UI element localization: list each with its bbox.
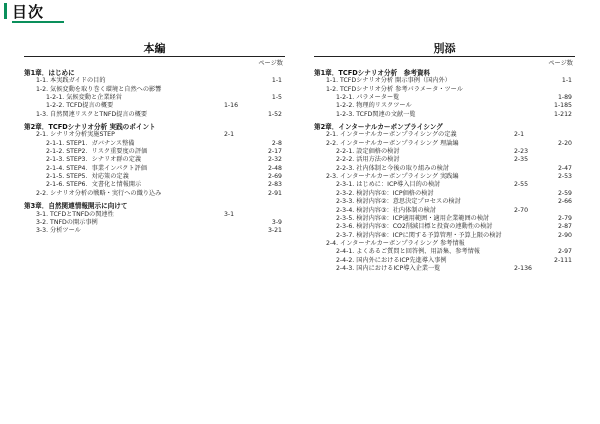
toc-entry-title: 1-2-1. 気候変動と企業経営 [46, 94, 122, 102]
toc-entry [314, 240, 575, 248]
toc-entry-title: 2-1-1. STEP1．ガバナンス整備 [46, 139, 135, 147]
toc-entry-title: 2-1. インターナルカーボンプライシングの定義 [326, 131, 457, 139]
page-header [0, 0, 600, 22]
toc-entry-title: 1-2-2. TCFD提言の概要 [46, 102, 114, 110]
toc-entry-title: 2-2-2. 活用方法の検討 [336, 156, 400, 164]
toc-entry-title: 2-3. インターナルカーボンプライシング 実践編 [326, 173, 459, 181]
toc-entry-title: 1-1. 本実践ガイドの目的 [36, 77, 106, 85]
page-count-label: ページ数 [548, 60, 573, 67]
column-rule [24, 56, 285, 57]
toc-entry-title: 2-3-6. 検討内容⑤：CO2削減目標と投資の連動性の検討 [336, 223, 493, 231]
toc-entry-page: 2-111 [554, 256, 572, 264]
page-count-label: ページ数 [258, 60, 283, 67]
toc-entry-title: 2-2-3. 社内体制と今後の取り組みの検討 [336, 164, 450, 172]
toc-entry-title: 1-2-3. TCFD関連の文献一覧 [336, 110, 416, 118]
toc-entry-page: 2-83 [267, 181, 282, 189]
toc-entry [314, 248, 575, 256]
toc-entry [24, 86, 285, 94]
toc-entry-page: 1-16 [224, 102, 239, 110]
toc-column-main [24, 40, 285, 236]
toc-entry-title: 3-1. TCFDとTNFDの関連性 [36, 210, 114, 218]
toc-entry [24, 211, 285, 219]
toc-entry-page: 1-1 [271, 77, 282, 85]
toc-entry-title: 2-2-1. 設定価格の検討 [336, 148, 400, 156]
toc-entry-page: 3-21 [267, 227, 282, 235]
toc-entry-page: 1-212 [554, 110, 572, 118]
toc-entry-title: 2-1. シナリオ分析実施STEP [36, 131, 115, 139]
toc-entry-title: 2-3-2. 検討内容①：ICP価格の検討 [336, 189, 434, 197]
column-heading-appendix: 別添 [433, 42, 456, 55]
toc-entry [24, 156, 285, 164]
toc-entry-title: 2-1-6. STEP6．文書化と情報開示 [46, 181, 142, 189]
toc-entry-page: 3-9 [271, 218, 282, 226]
toc-entry [24, 140, 285, 148]
toc-entry [24, 165, 285, 173]
toc-entry [314, 86, 575, 94]
toc-entry-title: 第3章．自然関連情報開示に向けて [24, 202, 128, 211]
toc-entry-page: 2-91 [267, 189, 282, 197]
toc-entry-title: 2-3-3. 検討内容②：意思決定プロセスの検討 [336, 198, 461, 206]
toc-entry-page: 2-1 [224, 131, 235, 139]
toc-entry-page: 2-32 [267, 156, 282, 164]
toc-entry [24, 181, 285, 189]
toc-entry-page: 1-5 [271, 94, 282, 102]
toc-entry-page: 2-69 [267, 173, 282, 181]
toc-entry [314, 265, 575, 273]
toc-list-main [24, 69, 285, 236]
toc-entry-page: 2-70 [514, 206, 529, 214]
toc-entry-title: 3-2. TNFDの開示事例 [36, 218, 98, 226]
column-heading-main: 本編 [143, 42, 166, 55]
toc-entry [314, 207, 575, 215]
toc-entry [314, 181, 575, 189]
toc-entry [314, 165, 575, 173]
toc-entry-page: 2-79 [557, 214, 572, 222]
toc-entry-page: 2-136 [514, 264, 532, 272]
toc-entry-page: 2-59 [557, 189, 572, 197]
toc-entry [314, 140, 575, 148]
toc-entry-page: 2-8 [271, 139, 282, 147]
toc-entry-page: 2-97 [557, 248, 572, 256]
toc-entry [314, 223, 575, 231]
toc-entry [24, 77, 285, 85]
toc-entry-page: 2-90 [557, 231, 572, 239]
toc-entry-title: 1-2. 気候変動を取り巻く環境と自然への影響 [36, 85, 162, 93]
toc-entry-page: 2-35 [514, 156, 529, 164]
toc-entry-page: 1-52 [267, 110, 282, 118]
toc-entry-title: 2-4-1. よくあるご質問と回答例、用語集、参考情報 [336, 248, 480, 256]
column-rule [314, 56, 575, 57]
toc-entry-page: 2-23 [514, 148, 529, 156]
toc-entry-title: 2-1-2. STEP2．リスク重要度の評価 [46, 148, 148, 156]
toc-entry-title: 2-4. インターナルカーボンプライシング 参考情報 [326, 239, 465, 247]
toc-entry-title: 1-2-1. パラメーター覧 [336, 94, 400, 102]
page-title: 目次 [12, 3, 45, 21]
toc-entry [314, 111, 575, 119]
toc-entry-title: 1-2. TCFDシナリオ分析 参考パラメータ・ツール [326, 85, 463, 93]
toc-entry [314, 198, 575, 206]
title-accent-bar [4, 3, 7, 19]
toc-entry-title: 2-4-3. 国内におけるICP導入企業一覧 [336, 264, 441, 272]
toc-entry-page: 2-66 [557, 198, 572, 206]
toc-entry-page: 1-89 [557, 94, 572, 102]
toc-entry-title: 2-1-3. STEP3．シナリオ群の定義 [46, 156, 142, 164]
toc-entry [24, 227, 285, 235]
toc-entry [314, 232, 575, 240]
toc-entry-page: 2-87 [557, 223, 572, 231]
toc-entry-title: 第2章．インターナルカーボンプライシング [314, 123, 443, 132]
toc-entry-page: 2-48 [267, 164, 282, 172]
toc-entry-page: 1-185 [554, 102, 572, 110]
toc-entry-title: 2-1-4. STEP4．事業インパクト評価 [46, 164, 147, 172]
toc-entry-title: 2-4-2. 国内外におけるICP先進導入事例 [336, 256, 447, 264]
toc-entry [314, 131, 575, 139]
toc-entry [24, 111, 285, 119]
toc-entry-title: 2-3-7. 検討内容⑥：ICPに関する予算管理・予算上限の検討 [336, 231, 502, 239]
toc-entry-title: 2-2. インターナルカーボンプライシング 理論編 [326, 139, 459, 147]
toc-entry [314, 156, 575, 164]
toc-entry-title: 2-3-5. 検討内容④：ICP適用範囲・適用企業範囲の検討 [336, 214, 490, 222]
toc-entry-page: 3-1 [224, 210, 235, 218]
toc-entry [24, 190, 285, 198]
toc-entry [314, 102, 575, 110]
toc-chapter-heading [24, 202, 285, 210]
toc-entry-title: 2-3-4. 検討内容③：社内体制の検討 [336, 206, 437, 214]
toc-entry-title: 1-2-2. 物理的リスクツール [336, 102, 412, 110]
toc-entry-title: 3-3. 分析ツール [36, 227, 81, 235]
toc-entry [314, 257, 575, 265]
toc-entry-title: 第1章．TCFDシナリオ分析 参考資料 [314, 69, 431, 77]
toc-entry [24, 131, 285, 139]
toc-entry [24, 219, 285, 227]
toc-entry-page: 2-55 [514, 181, 529, 189]
toc-entry-title: 第1章．はじめに [24, 69, 75, 77]
toc-entry-title: 2-3-1. はじめに：ICP導入目的の検討 [336, 181, 441, 189]
toc-entry-title: 2-2. シナリオ分析の戦略・実行への織り込み [36, 189, 162, 197]
toc-entry [314, 215, 575, 223]
toc-entry-page: 2-17 [267, 148, 282, 156]
toc-entry-title: 2-1-5. STEP5．対応策の定義 [46, 173, 129, 181]
toc-entry-title: 1-1. TCFDシナリオ分析 開示事例（国内外） [326, 77, 451, 85]
toc-entry-page: 2-47 [557, 164, 572, 172]
toc-entry-page: 2-20 [557, 139, 572, 147]
toc-column-appendix [314, 40, 575, 273]
toc-entry-title: 1-3. 自然関連リスクとTNFD提言の概要 [36, 110, 148, 118]
toc-entry-page: 1-1 [561, 77, 572, 85]
toc-entry-page: 2-53 [557, 173, 572, 181]
toc-list-appendix [314, 69, 575, 273]
toc-entry-page: 2-1 [514, 131, 525, 139]
toc-entry [24, 102, 285, 110]
toc-entry [314, 190, 575, 198]
toc-entry [314, 77, 575, 85]
toc-entry-title: 第2章．TCFDシナリオ分析 実践のポイント [24, 123, 156, 132]
title-underline [12, 21, 64, 23]
